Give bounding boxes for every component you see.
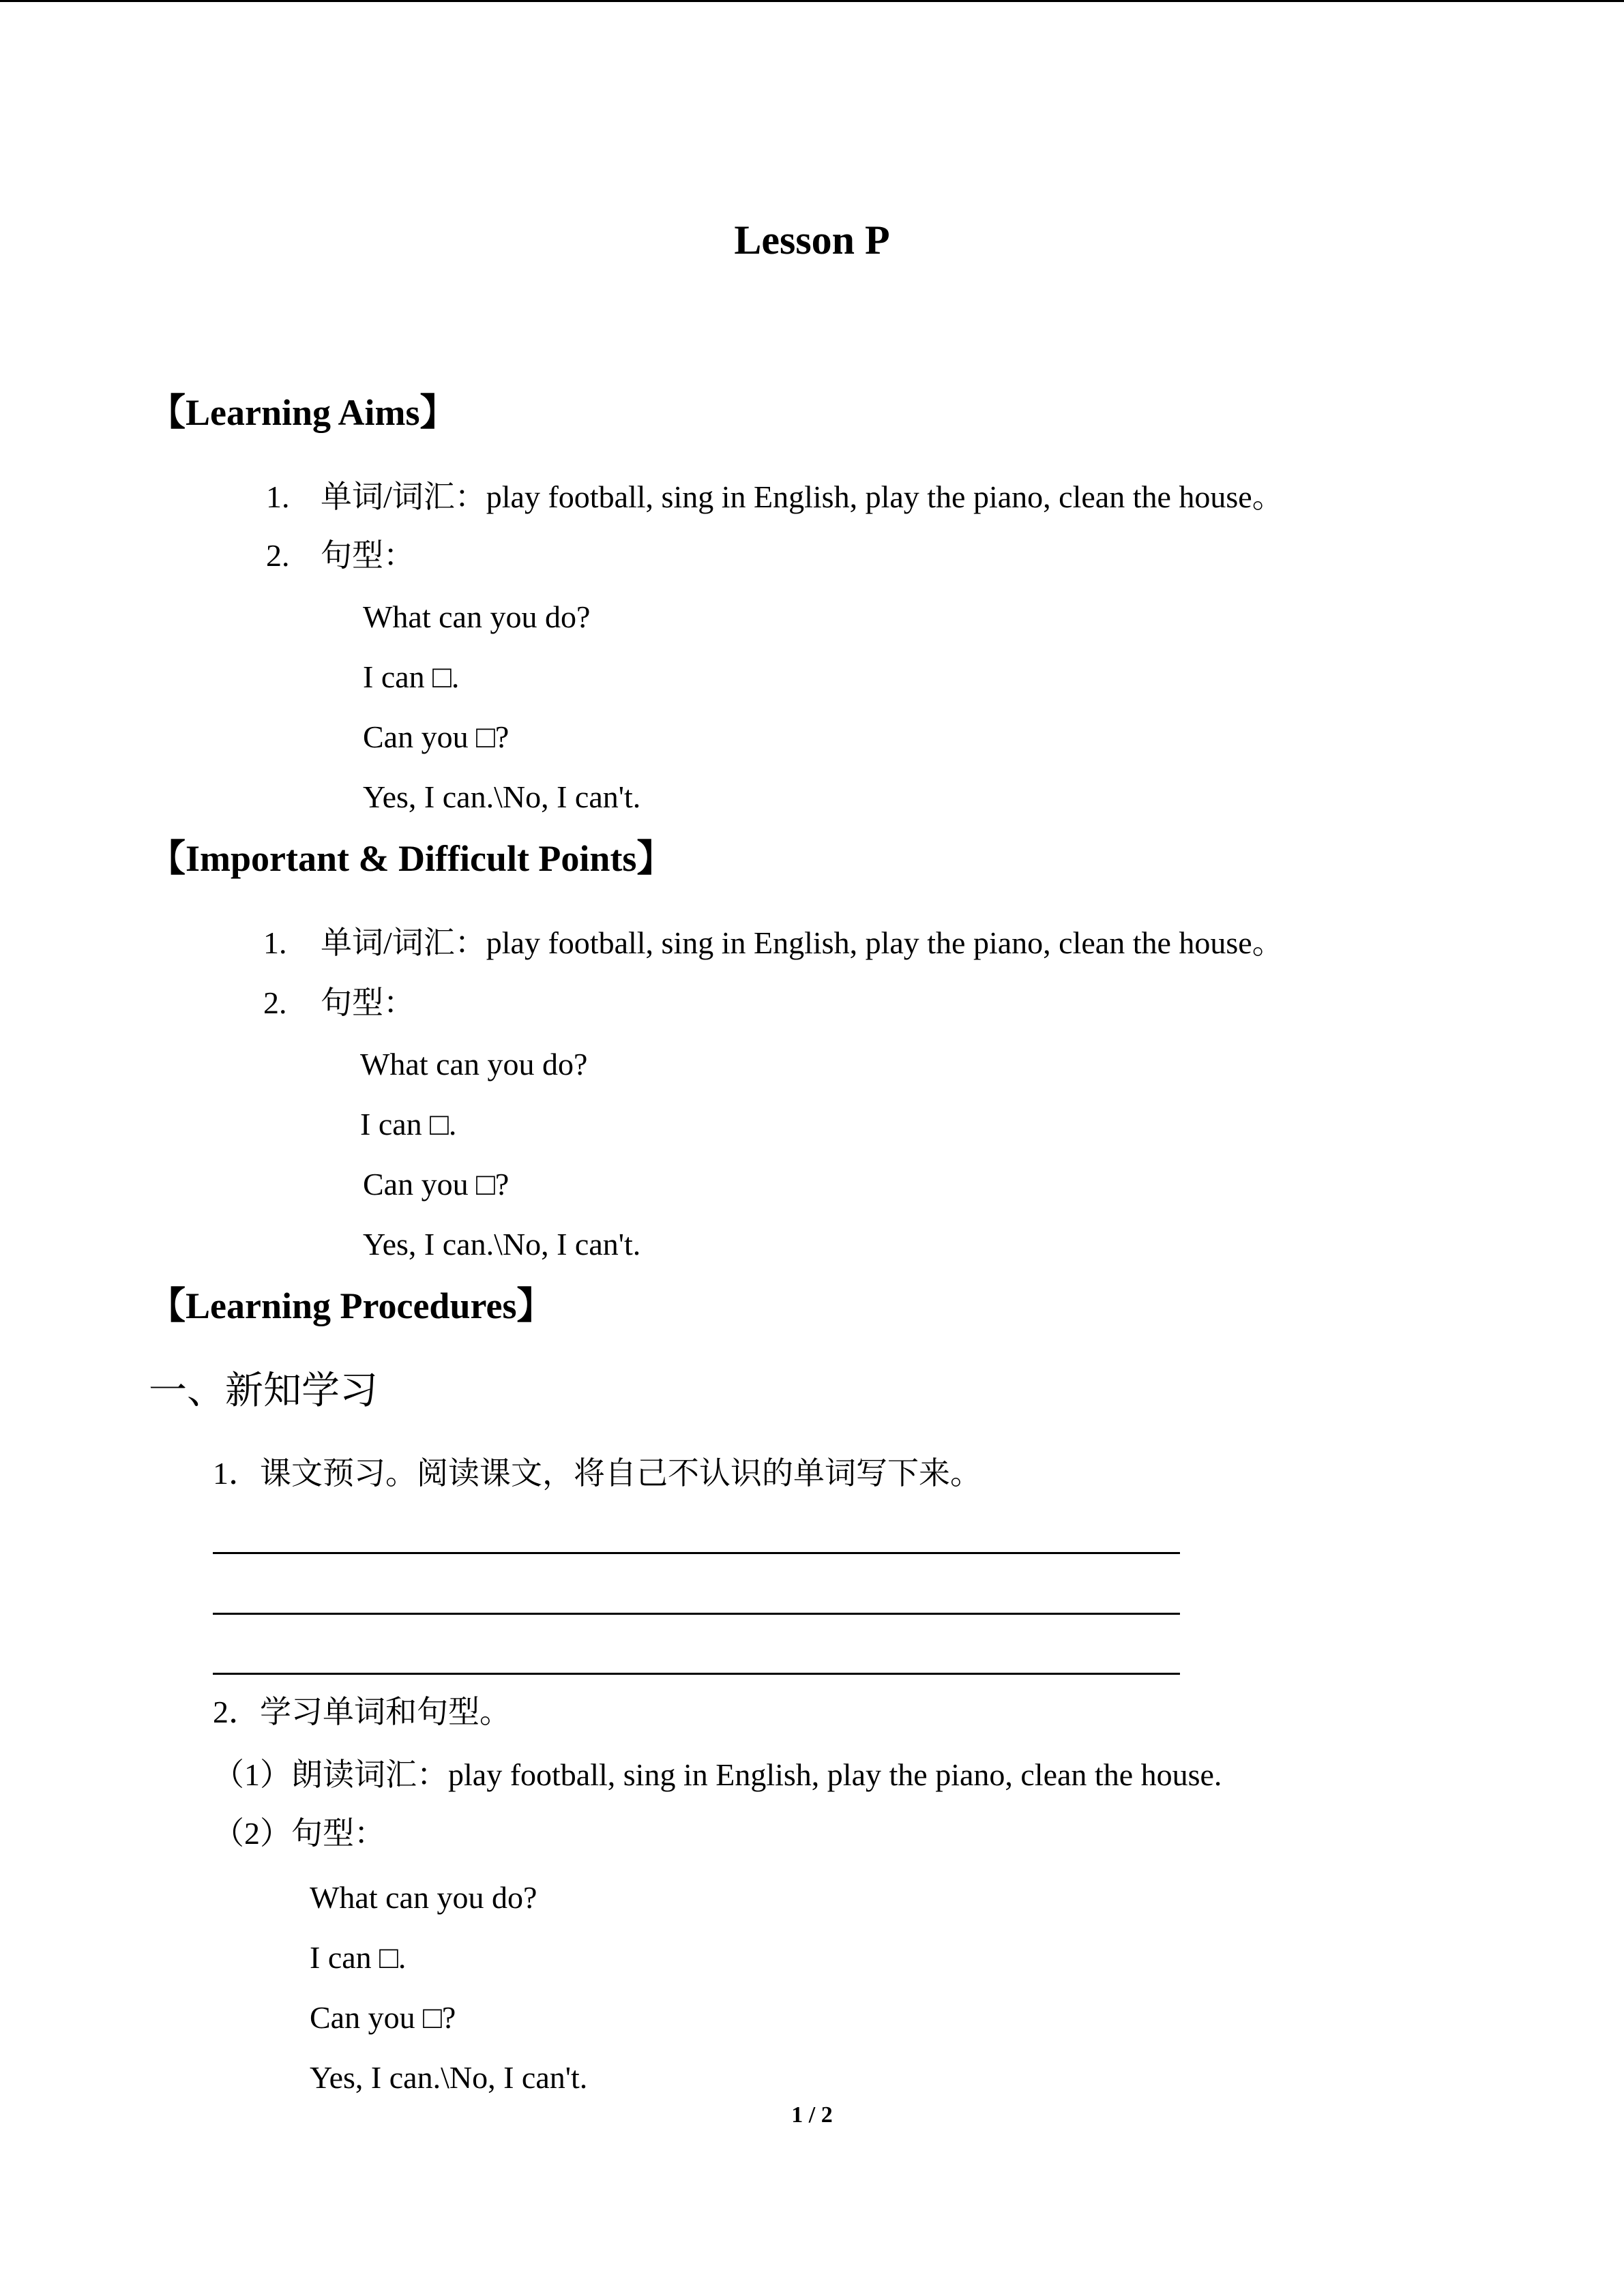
step-1-text: 1．课文预习。阅读课文，将自己不认识的单词写下来。 (213, 1456, 981, 1491)
aims-sentence-4: Yes, I can.\No, I can't. (363, 779, 641, 814)
points-sentence-3: Can you □? (363, 1167, 510, 1202)
aims-sentence-1: What can you do? (363, 599, 591, 634)
blank-writing-line-1 (213, 1552, 1180, 1554)
points-item-2-text: 句型： (321, 985, 415, 1020)
step-2-text: 2．学习单词和句型。 (213, 1695, 511, 1729)
points-sentence-2: I can □. (360, 1107, 457, 1142)
section-heading-learning-procedures: 【Learning Procedures】 (149, 1285, 554, 1326)
top-border-line (0, 0, 1624, 2)
points-item-1-text: 单词/词汇：play football, sing in English, play the piano, clean the house。 (321, 925, 1284, 960)
procedures-sentence-2: I can □. (310, 1940, 407, 1975)
points-sentence-4: Yes, I can.\No, I can't. (363, 1227, 641, 1262)
step-2-sub-1: （1）朗读词汇：play football, sing in English, play the piano, clean the house. (213, 1757, 1222, 1792)
part-1-heading: 一、新知学习 (149, 1370, 378, 1412)
blank-writing-line-2 (213, 1613, 1180, 1615)
points-sentence-1: What can you do? (360, 1047, 588, 1082)
step-2-sub-2: （2）句型： (213, 1816, 385, 1851)
aims-sentence-2: I can □. (363, 659, 460, 694)
aims-item-2-number: 2. (266, 538, 290, 573)
aims-item-1-text: 单词/词汇：play football, sing in English, play the piano, clean the house。 (321, 479, 1284, 514)
page-title: Lesson P (734, 218, 890, 263)
page-number: 1 / 2 (791, 2102, 833, 2128)
procedures-sentence-1: What can you do? (310, 1880, 537, 1915)
procedures-sentence-3: Can you □? (310, 2000, 456, 2035)
procedures-sentence-4: Yes, I can.\No, I can't. (310, 2060, 588, 2095)
section-heading-learning-aims: 【Learning Aims】 (149, 392, 457, 433)
section-heading-important-points: 【Important & Difficult Points】 (149, 838, 674, 879)
aims-item-2-text: 句型： (321, 538, 415, 573)
blank-writing-line-3 (213, 1673, 1180, 1675)
points-item-2-number: 2. (263, 985, 287, 1020)
points-item-1-number: 1. (263, 925, 287, 960)
aims-item-1-number: 1. (266, 479, 290, 514)
aims-sentence-3: Can you □? (363, 719, 510, 754)
